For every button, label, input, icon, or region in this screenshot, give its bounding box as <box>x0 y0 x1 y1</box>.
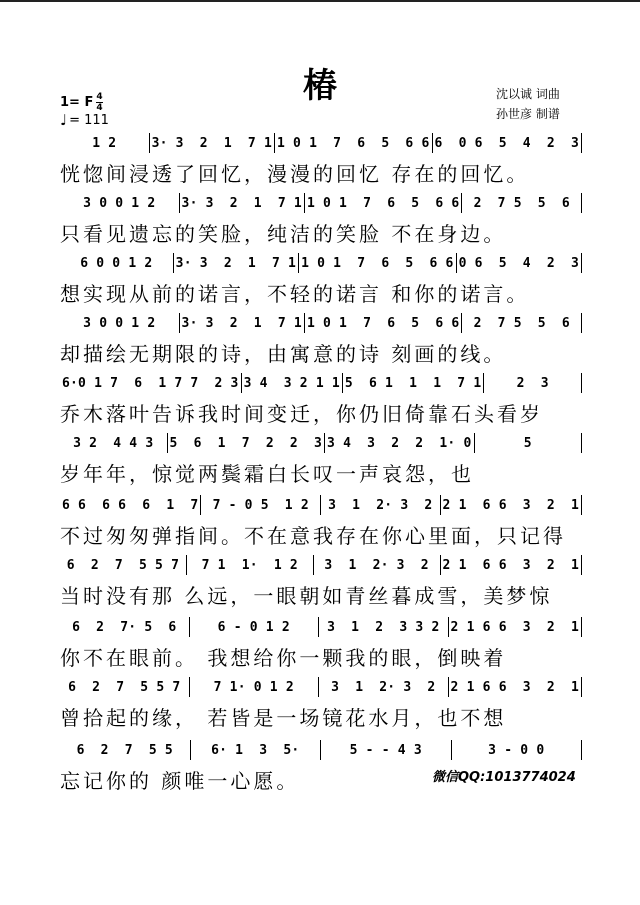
lyric-line: 岁年年，惊觉两鬓霜白长叹一声哀怨，也 <box>60 461 474 486</box>
lyric-line: 乔木落叶告诉我时间变迁，你仍旧倚靠石头看岁 <box>60 401 543 426</box>
score-line <box>60 428 582 487</box>
measure: 3· 3 2 1 7 1 <box>180 313 305 333</box>
measure: 6 2 7 5 5 7 <box>60 555 187 575</box>
measure: 0 6 5 4 2 3 <box>457 253 582 273</box>
measure: 6·0 1 7 6 1 7 7 2 3 <box>60 373 242 393</box>
notation-row <box>60 128 582 157</box>
notation-row <box>60 550 582 579</box>
measures <box>60 740 582 760</box>
measure: 3· 3 2 1 7 1 <box>174 253 299 273</box>
song-title: 椿 <box>303 66 337 106</box>
measure: 6· 1 3 5· <box>191 740 322 760</box>
lyric-line: 忘记你的 颜唯一心愿。 <box>60 768 300 793</box>
measures <box>60 433 582 453</box>
measures <box>60 555 582 575</box>
watermark: 微信QQ:1013774024 <box>432 770 576 785</box>
lyric-line: 却描绘无期限的诗，由寓意的诗 刻画的线。 <box>60 341 507 366</box>
measure: 1 2 <box>60 133 150 153</box>
measures <box>60 617 582 637</box>
measure: 1 0 1 7 6 5 6 6 <box>275 133 433 153</box>
measure: 7 - 0 5 1 2 <box>201 495 321 515</box>
measure: 5 - - 4 3 <box>321 740 452 760</box>
measures <box>60 313 582 333</box>
lyric-line: 恍惚间浸透了回忆，漫漫的回忆 存在的回忆。 <box>60 161 530 186</box>
tempo <box>60 112 109 128</box>
notation-row <box>60 308 582 337</box>
lyric-line: 不过匆匆弹指间。不在意我存在你心里面，只记得 <box>60 523 566 548</box>
score-line <box>60 550 582 609</box>
credit-arranger: 孙世彦 制谱 <box>496 107 560 121</box>
notation-row <box>60 188 582 217</box>
credits <box>496 84 560 124</box>
measure: 6 2 7 5 5 <box>60 740 191 760</box>
score-line <box>60 672 582 731</box>
measure: 6 0 6 5 4 2 3 <box>433 133 582 153</box>
measure: 2 7 5 5 6 <box>462 193 582 213</box>
measure: 1 0 1 7 6 5 6 6 <box>305 313 463 333</box>
quarter-note-icon: ♩ <box>60 111 68 129</box>
measure: 7 1 1· 1 2 <box>187 555 314 575</box>
measures <box>60 193 582 213</box>
measure: 2 1 6 6 3 2 1 <box>441 555 582 575</box>
measure: 3· 3 2 1 7 1 <box>150 133 275 153</box>
score-line <box>60 248 582 307</box>
score-line <box>60 128 582 187</box>
notation-row <box>60 735 582 764</box>
key-label: 1= F <box>60 94 94 110</box>
measure: 5 6 1 1 1 7 1 <box>343 373 484 393</box>
score-line <box>60 308 582 367</box>
time-bottom: 4 <box>96 102 103 113</box>
measures <box>60 677 582 697</box>
measure: 6 2 7· 5 6 <box>60 617 190 637</box>
measure: 3 1 2· 3 2 <box>321 495 441 515</box>
measures <box>60 253 582 273</box>
score-line <box>60 612 582 671</box>
lyric-line: 你不在眼前。 我想给你一颗我的眼，倒映着 <box>60 645 507 670</box>
measure: 3 2 4 4 3 <box>60 433 168 453</box>
notation-row <box>60 428 582 457</box>
measure: 2 7 5 5 6 <box>462 313 582 333</box>
score-line <box>60 368 582 427</box>
measure: 6 6 6 6 6 1 7 <box>60 495 201 515</box>
measure: 3· 3 2 1 7 1 <box>180 193 305 213</box>
measure: 3 - 0 0 <box>452 740 583 760</box>
measure: 3 1 2· 3 2 <box>314 555 441 575</box>
measure: 2 1 6 6 3 2 1 <box>449 617 582 637</box>
notation-row <box>60 612 582 641</box>
notation-row <box>60 672 582 701</box>
measures <box>60 373 582 393</box>
measure: 2 1 6 6 3 2 1 <box>441 495 582 515</box>
measure: 2 1 6 6 3 2 1 <box>449 677 582 697</box>
top-border <box>0 0 640 2</box>
notation-row <box>60 248 582 277</box>
key-signature <box>60 92 109 112</box>
measure: 3 0 0 1 2 <box>60 313 180 333</box>
measure: 6 2 7 5 5 7 <box>60 677 190 697</box>
measure: 3 4 3 2 2 1· 0 <box>325 433 474 453</box>
lyric-line: 想实现从前的诺言，不轻的诺言 和你的诺言。 <box>60 281 530 306</box>
lyric-line: 当时没有那 么远，一眼朝如青丝暮成雪，美梦惊 <box>60 583 553 608</box>
measure: 6 0 0 1 2 <box>60 253 174 273</box>
lyric-line: 曾拾起的缘， 若皆是一场镜花水月，也不想 <box>60 705 507 730</box>
time-signature <box>96 92 102 113</box>
measure: 2 3 <box>484 373 582 393</box>
measures <box>60 133 582 153</box>
measure: 1 0 1 7 6 5 6 6 <box>305 193 463 213</box>
measure: 5 <box>475 433 583 453</box>
score-line <box>60 735 582 794</box>
measure: 1 0 1 7 6 5 6 6 <box>299 253 457 273</box>
measures <box>60 495 582 515</box>
notation-row <box>60 490 582 519</box>
time-top: 4 <box>96 91 103 102</box>
measure: 3 1 2· 3 2 <box>319 677 449 697</box>
measure: 3 0 0 1 2 <box>60 193 180 213</box>
lyric-line: 只看见遗忘的笑脸，纯洁的笑脸 不在身边。 <box>60 221 507 246</box>
measure: 5 6 1 7 2 2 3 <box>168 433 326 453</box>
measure: 3 1 2 3 3 2 <box>319 617 449 637</box>
measure: 3 4 3 2 1 1 <box>242 373 343 393</box>
notation-row <box>60 368 582 397</box>
credit-lyrics-music: 沈以诚 词曲 <box>496 87 560 101</box>
tempo-value: = 111 <box>69 112 109 128</box>
score-line <box>60 188 582 247</box>
measure: 6 - 0 1 2 <box>190 617 320 637</box>
score-meta <box>60 92 109 128</box>
score-line <box>60 490 582 549</box>
measure: 7 1· 0 1 2 <box>190 677 320 697</box>
